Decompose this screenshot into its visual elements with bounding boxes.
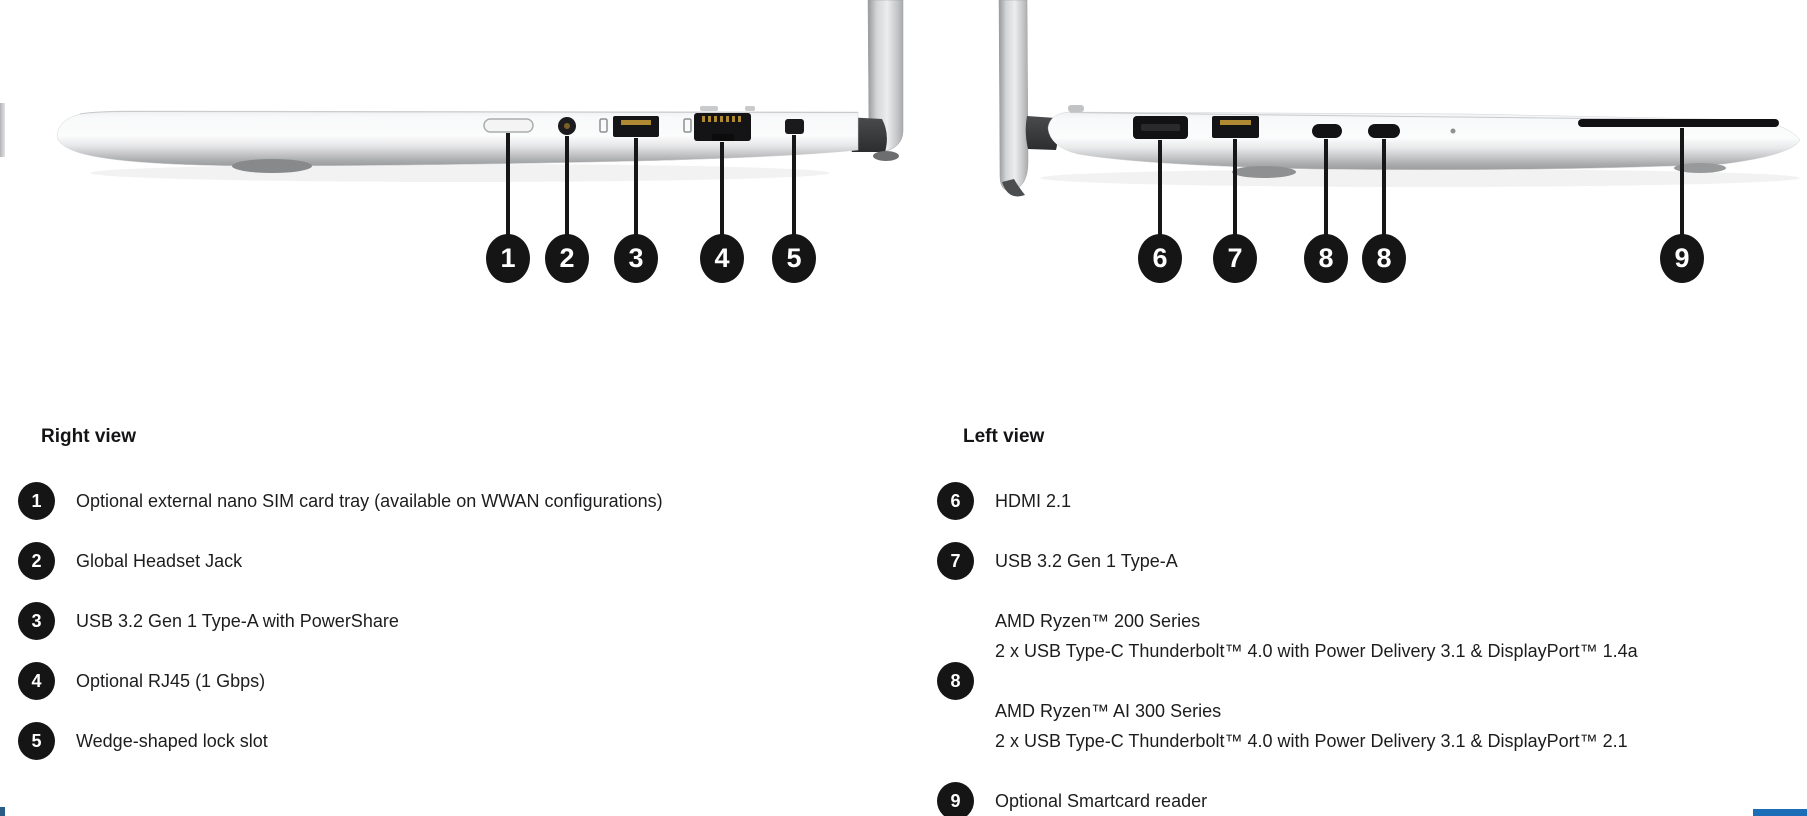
legend-item-text: Optional external nano SIM card tray (available on WWAN configurations) bbox=[76, 490, 663, 511]
list-number-badge: 5 bbox=[18, 722, 55, 760]
list-number-badge: 6 bbox=[937, 482, 974, 520]
callout-8: 8 bbox=[1304, 234, 1348, 283]
legend-item-text: Global Headset Jack bbox=[76, 550, 243, 571]
list-number-badge: 3 bbox=[18, 602, 55, 640]
legend-item-line: AMD Ryzen™ AI 300 Series bbox=[995, 701, 1222, 721]
rear-foot bbox=[873, 151, 899, 161]
list-number-badge: 8 bbox=[937, 662, 974, 700]
callout-4: 4 bbox=[700, 234, 744, 283]
legend-item-line: AMD Ryzen™ 200 Series bbox=[995, 611, 1201, 631]
legend-item-text: Wedge-shaped lock slot bbox=[76, 730, 268, 751]
legend-item-6 bbox=[937, 482, 1071, 520]
legend-item-5 bbox=[18, 722, 268, 760]
legend-item-2 bbox=[18, 542, 242, 580]
right-view-legend bbox=[18, 0, 858, 816]
callout-9: 9 bbox=[1660, 234, 1704, 283]
callout-8: 8 bbox=[1362, 234, 1406, 283]
legend-item-4 bbox=[18, 662, 265, 700]
left-view-legend bbox=[937, 0, 1777, 816]
legend-item-3 bbox=[18, 602, 399, 640]
legend-item-text: USB 3.2 Gen 1 Type-A bbox=[995, 550, 1178, 571]
list-number-badge: 4 bbox=[18, 662, 55, 700]
legend-item-1 bbox=[18, 482, 663, 520]
callout-1: 1 bbox=[486, 234, 530, 283]
legend-item-text: Optional Smartcard reader bbox=[995, 790, 1208, 811]
legend-item-8 bbox=[937, 606, 1638, 756]
legend-item-7 bbox=[937, 542, 1178, 580]
callout-2: 2 bbox=[545, 234, 589, 283]
callout-7: 7 bbox=[1213, 234, 1257, 283]
list-number-badge: 9 bbox=[937, 782, 974, 816]
right-view-heading: Right view bbox=[41, 426, 137, 447]
legend-item-line: 2 x USB Type-C Thunderbolt™ 4.0 with Power Delivery 3.1 & DisplayPort™ 2.1 bbox=[995, 731, 1628, 751]
left-view-heading: Left view bbox=[963, 426, 1045, 447]
callout-3: 3 bbox=[614, 234, 658, 283]
blue-element-fragment bbox=[0, 807, 5, 816]
legend-item-9 bbox=[937, 782, 1207, 816]
callout-6: 6 bbox=[1138, 234, 1182, 283]
legend-item-text: USB 3.2 Gen 1 Type-A with PowerShare bbox=[76, 610, 399, 631]
list-number-badge: 7 bbox=[937, 542, 974, 580]
blue-element-fragment bbox=[1753, 809, 1807, 816]
legend-item-text: HDMI 2.1 bbox=[995, 490, 1072, 511]
legend-item-text: Optional RJ45 (1 Gbps) bbox=[76, 670, 266, 691]
adjacent-photo-fragment bbox=[0, 103, 5, 157]
legend-item-line: 2 x USB Type-C Thunderbolt™ 4.0 with Power Delivery 3.1 & DisplayPort™ 1.4a bbox=[995, 641, 1638, 661]
callout-5: 5 bbox=[772, 234, 816, 283]
list-number-badge: 2 bbox=[18, 542, 55, 580]
legend-item-text bbox=[995, 606, 1638, 756]
list-number-badge: 1 bbox=[18, 482, 55, 520]
